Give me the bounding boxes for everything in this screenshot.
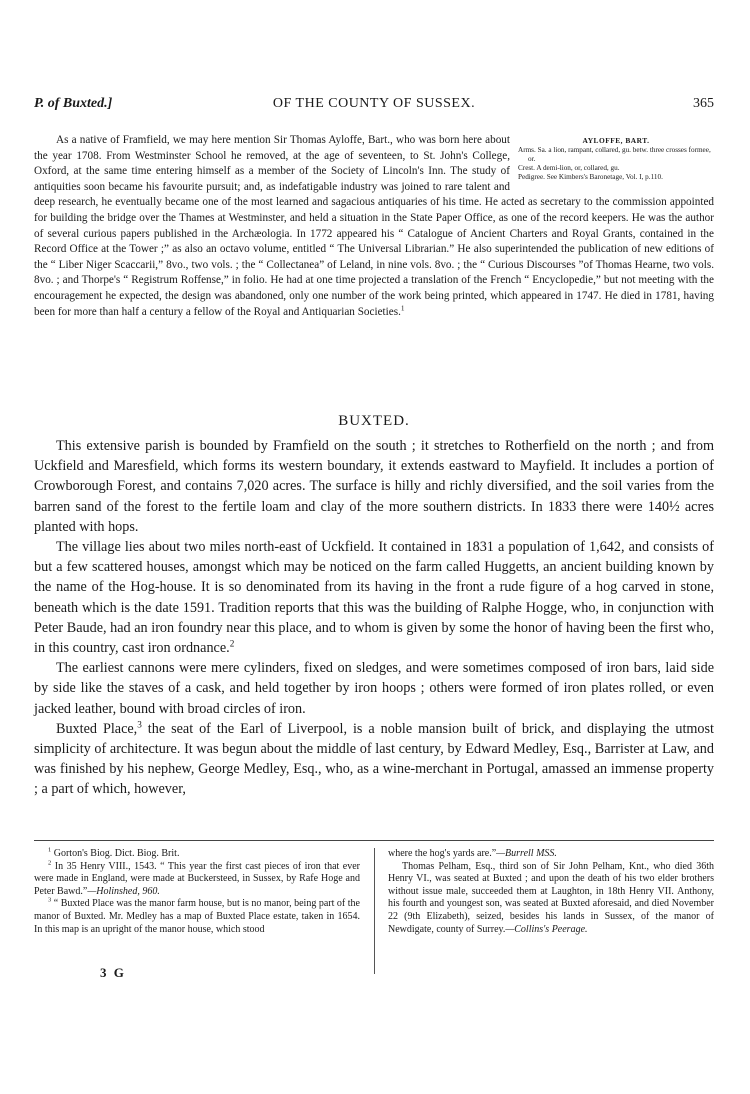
body-paragraph	[34, 436, 714, 537]
footnote-text: “ Buxted Place was the manor farm house, but is no manor, being part of the manor of Buxted. Mr. Medley has a map of Buxted Place estate, taken in 1654. In this map is an upright of the manor house, which stood	[34, 898, 360, 935]
footnote-ref-3[interactable]: 3	[137, 719, 142, 730]
footnote-text: where the hog's yards are.”	[388, 848, 497, 859]
footnotes	[34, 848, 714, 978]
footnote-source: —Burrell MSS.	[496, 848, 557, 859]
paragraph-text: The village lies about two miles north-east of Uckfield. It contained in 1831 a population of 1,642, and consists of but a few scattered houses, amongst which may be noticed on the farm called Huggetts, an ancient building known by the name of the Hog-house. It is so denominated from its having in the front a rude figure of a hog carved in stone, beneath which is the date 1591. Tradition reports that this was the building of Ralphe Hogge, who, in conjunction with Peter Baude, had an iron foundry near this place, and to whom is given by some the honor of having been the first who, in this country, cast iron ordnance.	[34, 539, 714, 657]
footnote-3	[34, 898, 360, 936]
footnote-column-divider	[374, 848, 375, 974]
footnote-3-pelham	[388, 861, 714, 937]
intro-section	[34, 133, 714, 320]
sidenote-title: AYLOFFE, BART.	[582, 136, 650, 145]
footnote-mark: 1	[48, 846, 52, 854]
footnote-column-left	[34, 848, 360, 936]
running-head-left: P. of Buxted.]	[34, 96, 113, 111]
sidenote-pedigree: Pedigree. See Kimbers's Baronetage, Vol. I, p.110.	[518, 172, 663, 181]
heraldic-sidenote	[518, 137, 714, 182]
footnote-text: Gorton's Biog. Dict. Biog. Brit.	[51, 848, 180, 859]
paragraph-text: Buxted Place,	[56, 720, 138, 737]
running-head-title: OF THE COUNTY OF SUSSEX.	[272, 96, 476, 111]
sidenote-arms: Arms. Sa. a lion, rampant, collared, gu. betw. three crosses formee, or.	[518, 145, 711, 163]
footnote-3-continued	[388, 848, 714, 861]
footnote-mark: 2	[48, 859, 52, 867]
paragraph-text: the seat of the Earl of Liverpool, is a noble mansion built of brick, and displaying the utmost simplicity of architecture. It was begun about the middle of last century, by Edward Medley, Esq., Barrister at Law, and was finished by his nephew, George Medley, Esq., who, as a wine-merchant in Portugal, amassed an immense property ; a part of which, however,	[34, 720, 714, 798]
page-number: 365	[693, 96, 714, 111]
section-title-buxted: BUXTED.	[338, 413, 410, 429]
main-body	[34, 436, 714, 800]
footnote-mark: 3	[48, 897, 52, 905]
sidenote-crest: Crest. A demi-lion, or, collared, gu.	[518, 163, 620, 172]
footnote-source: —Holinshed, 960.	[87, 885, 160, 897]
body-paragraph	[34, 719, 714, 800]
footnote-rule	[34, 840, 714, 841]
footnote-column-right	[388, 848, 714, 936]
body-paragraph	[34, 537, 714, 658]
footnote-source: —Collins's Peerage.	[505, 923, 588, 935]
footnote-1	[34, 848, 360, 861]
footnote-ref-2[interactable]: 2	[229, 638, 235, 649]
footnote-2	[34, 861, 360, 899]
signature-mark: 3 G	[100, 965, 126, 980]
footnote-text: Thomas Pelham, Esq., third son of Sir John Pelham, Knt., who died 36th Henry VI., was seated at Buxted ; and upon the death of his two elder brothers without issue male, succeeded them at Laughton, in 18th Henry VII. Anthony, his fourth and youngest son, was seated at Buxted aforesaid, and died November 22 (9th Elizabeth), seized, besides his lands in Sussex, of the manor of Newdigate, county of Surrey.	[388, 860, 714, 935]
footnote-ref-1[interactable]: 1	[400, 303, 405, 312]
footnote-text: In 35 Henry VIII., 1543. “ This year the first cast pieces of iron that ever were made in England, were made at Buckersteed, in Sussex, by Rafe Hoge and Peter Bawd.”	[34, 860, 360, 897]
body-paragraph	[34, 658, 714, 719]
intro-paragraph	[34, 133, 714, 320]
intro-text-part1: As a native of Framfield, we may here mention Sir Thomas Ayloffe, Bart., who was born here about the year 1708. From Westminster School he removed, at the age of seventeen, to St. John's College, Oxford, at the same time entering himself as a member of the Society of Lincoln's Inn. The study of antiquities soon became his favourite	[34, 134, 510, 193]
paragraph-text: This extensive parish is bounded by Framfield on the south ; it stretches to Rotherfield on the north ; and from Uckfield and Maresfield, which forms its western boundary, it extends eastward to Mayfield. It includes a portion of Crowborough Forest, and contains 7,020 acres. The surface is hilly and richly diversified, and the soil varies from the barren sand of the forest to the fertile loam and clay of the more southern districts. In 1833 there were 140½ acres planted with hops.	[34, 438, 714, 535]
running-head	[34, 96, 714, 116]
intro-text-part2: pursuit; and, as indefatigable industry was joined to rare talent and deep research, he eventually became one of the most learned and sagacious antiquaries of his time. He acted as secretary to the commission appointed for building the bridge over the Thames at Westminster, and held a situation in the State Paper Office, as one of the record keepers. He was the author of several curious papers published in the Archæologia. In 1772 appeared his “ Catalogue of Ancient Charters and Royal Grants, contained in the Record Office at the Tower ;” as also an octavo volume, entitled “ The Universal Librarian.” He also superintended the publication of new editions of the “ Liber Niger Scaccarii,” 8vo., two vols. ; the “ Collectanea” of Leland, in nine vols. 8vo. ; the “ Curious Discourses ”of Thomas Hearne, two vols. 8vo. ; and Thorpe's “ Registrum Roffense,” in folio. He had at one time projected a translation of the French “ Encyclopedie,” but not meeting with the encouragement he expected, the design was abandoned, only one number of the work being printed, which appeared in 1747. He died in 1781, having been for more than half a century a fellow of the Royal and Antiquarian Societies.	[34, 180, 714, 318]
paragraph-text: The earliest cannons were mere cylinders, fixed on sledges, and were sometimes composed of iron bars, laid side by side like the staves of a cask, and held together by iron hoops ; others were formed of iron plates rolled, or even jacked leather, bound with broad circles of iron.	[34, 660, 714, 717]
